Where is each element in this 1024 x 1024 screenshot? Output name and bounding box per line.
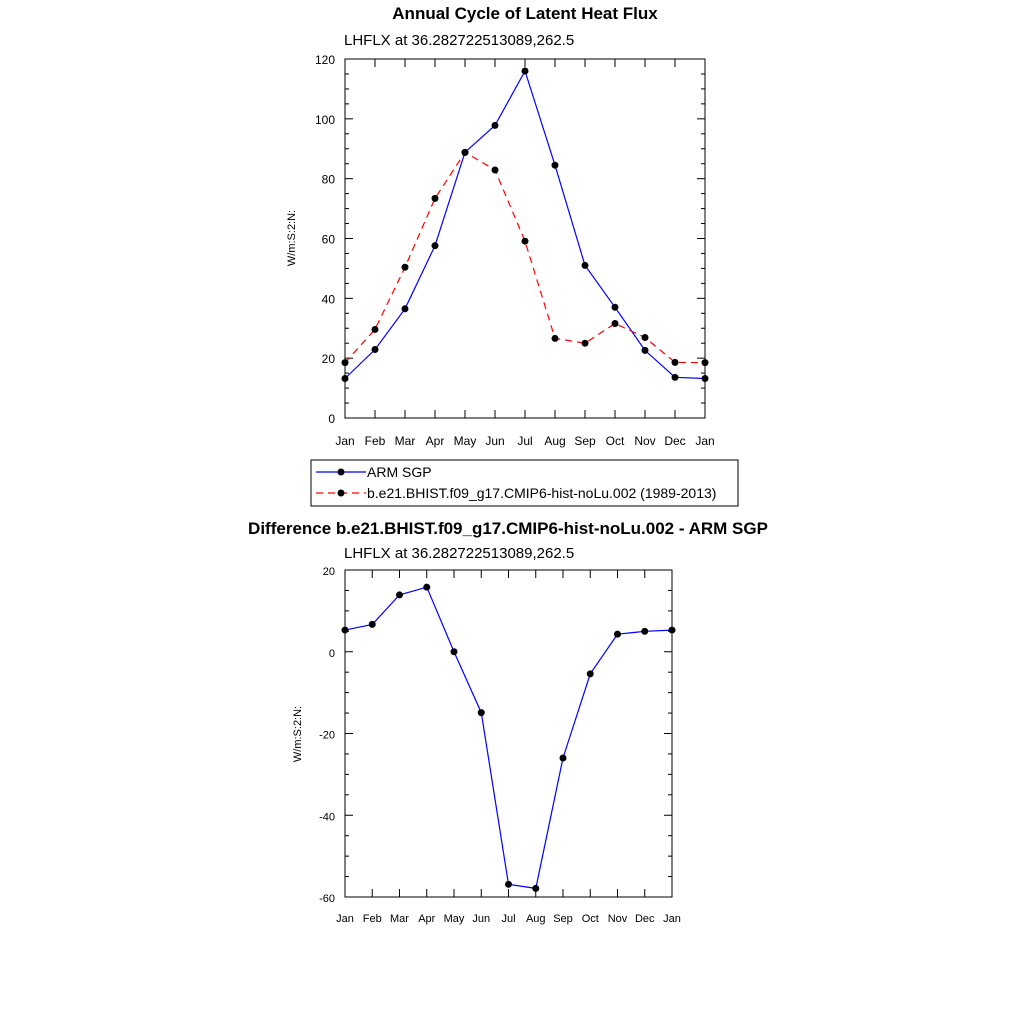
series-0-point — [532, 885, 539, 892]
series-0-point — [552, 162, 559, 169]
x-tick-label: Aug — [544, 434, 566, 448]
chart-annual-cycle — [286, 4, 715, 448]
series-0-point — [669, 627, 676, 634]
legend-label-model: b.e21.BHIST.f09_g17.CMIP6-hist-noLu.002 (1989-2013) — [367, 485, 717, 501]
x-tick-label: Jan — [336, 913, 354, 925]
x-tick-label: Jul — [501, 913, 516, 925]
series-1-point — [552, 335, 559, 342]
chart1-subtitle: LHFLX at 36.282722513089,262.5 — [344, 32, 575, 49]
x-tick-label: Apr — [418, 913, 436, 925]
x-tick-label: Jan — [335, 434, 355, 448]
y-tick-label: -20 — [319, 729, 335, 742]
x-tick-label: Sep — [574, 434, 596, 448]
x-tick-label: Aug — [525, 913, 546, 925]
series-0-point — [342, 627, 349, 634]
series-0-point — [369, 621, 376, 628]
series-0-point — [396, 591, 403, 598]
y-tick-label: 60 — [321, 232, 335, 247]
x-tick-label: Mar — [394, 434, 416, 448]
series-1-point — [342, 359, 349, 366]
series-0-point — [641, 628, 648, 635]
x-tick-label: May — [443, 913, 465, 925]
series-line-1 — [345, 152, 705, 362]
series-0-point — [478, 709, 485, 716]
series-1-point — [582, 340, 589, 347]
chart1-ylabel: W/m:S:2:N: — [286, 209, 298, 267]
series-1-point — [522, 238, 529, 245]
x-tick-label: Nov — [607, 913, 628, 925]
y-tick-label: 120 — [314, 53, 335, 67]
chart-difference — [248, 519, 768, 925]
x-tick-label: Dec — [634, 913, 655, 925]
chart2-subtitle: LHFLX at 36.282722513089,262.5 — [344, 545, 575, 562]
x-tick-label: Apr — [425, 434, 445, 448]
chart1-axes — [315, 53, 715, 448]
legend-marker-model — [338, 490, 345, 497]
series-0-point — [612, 304, 619, 311]
chart1-title: Annual Cycle of Latent Heat Flux — [392, 4, 658, 23]
y-tick-label: 0 — [328, 412, 335, 426]
x-tick-label: Jun — [485, 434, 505, 448]
series-1-point — [432, 195, 439, 202]
series-0-point — [582, 262, 589, 269]
series-line-0 — [345, 587, 672, 888]
series-1-point — [702, 359, 709, 366]
series-0-point — [522, 67, 529, 74]
series-0-point — [432, 242, 439, 249]
x-tick-label: May — [453, 434, 477, 448]
series-line-0 — [345, 71, 705, 379]
y-tick-label: 40 — [321, 292, 335, 307]
legend — [311, 460, 738, 506]
chart1-series — [342, 67, 709, 382]
x-tick-label: Oct — [581, 913, 599, 925]
chart2-axes — [319, 566, 681, 925]
series-0-point — [451, 648, 458, 655]
chart2-ylabel: W/m:S:2:N: — [292, 705, 304, 763]
x-tick-label: Feb — [362, 913, 382, 925]
series-1-point — [612, 320, 619, 327]
y-tick-label: 20 — [322, 566, 335, 578]
series-1-point — [462, 149, 469, 156]
series-0-point — [372, 346, 379, 353]
series-0-point — [702, 375, 709, 382]
y-tick-label: 100 — [314, 112, 335, 127]
series-0-point — [505, 881, 512, 888]
series-1-point — [672, 359, 679, 366]
series-1-point — [642, 334, 649, 341]
x-tick-label: Jun — [472, 913, 491, 925]
chart2-title: Difference b.e21.BHIST.f09_g17.CMIP6-hist-noLu.002 - ARM SGP — [248, 519, 768, 538]
series-1-point — [402, 264, 409, 271]
series-1-point — [372, 326, 379, 333]
legend-marker-arm-sgp — [338, 469, 345, 476]
x-tick-label: Jul — [517, 434, 533, 448]
x-tick-label: Feb — [364, 434, 386, 448]
x-tick-label: Oct — [605, 434, 625, 448]
x-tick-label: Jan — [695, 434, 715, 448]
series-0-point — [614, 631, 621, 638]
series-0-point — [492, 122, 499, 129]
series-0-point — [560, 755, 567, 762]
legend-label-arm-sgp: ARM SGP — [367, 464, 432, 480]
series-1-point — [492, 166, 499, 173]
y-tick-label: 20 — [321, 352, 335, 367]
y-tick-label: -60 — [319, 893, 335, 905]
x-tick-label: Nov — [634, 434, 656, 448]
x-tick-label: Mar — [390, 913, 409, 925]
series-0-point — [342, 375, 349, 382]
plot-frame — [345, 570, 672, 897]
y-tick-label: 80 — [321, 172, 335, 187]
series-0-point — [587, 670, 594, 677]
x-tick-label: Dec — [664, 434, 686, 448]
x-tick-label: Sep — [553, 913, 573, 925]
series-0-point — [423, 584, 430, 591]
series-0-point — [642, 347, 649, 354]
series-0-point — [672, 374, 679, 381]
y-tick-label: -40 — [319, 811, 335, 824]
x-tick-label: Jan — [663, 913, 681, 925]
y-tick-label: 0 — [328, 647, 335, 660]
chart2-series — [342, 584, 676, 892]
series-0-point — [402, 305, 409, 312]
